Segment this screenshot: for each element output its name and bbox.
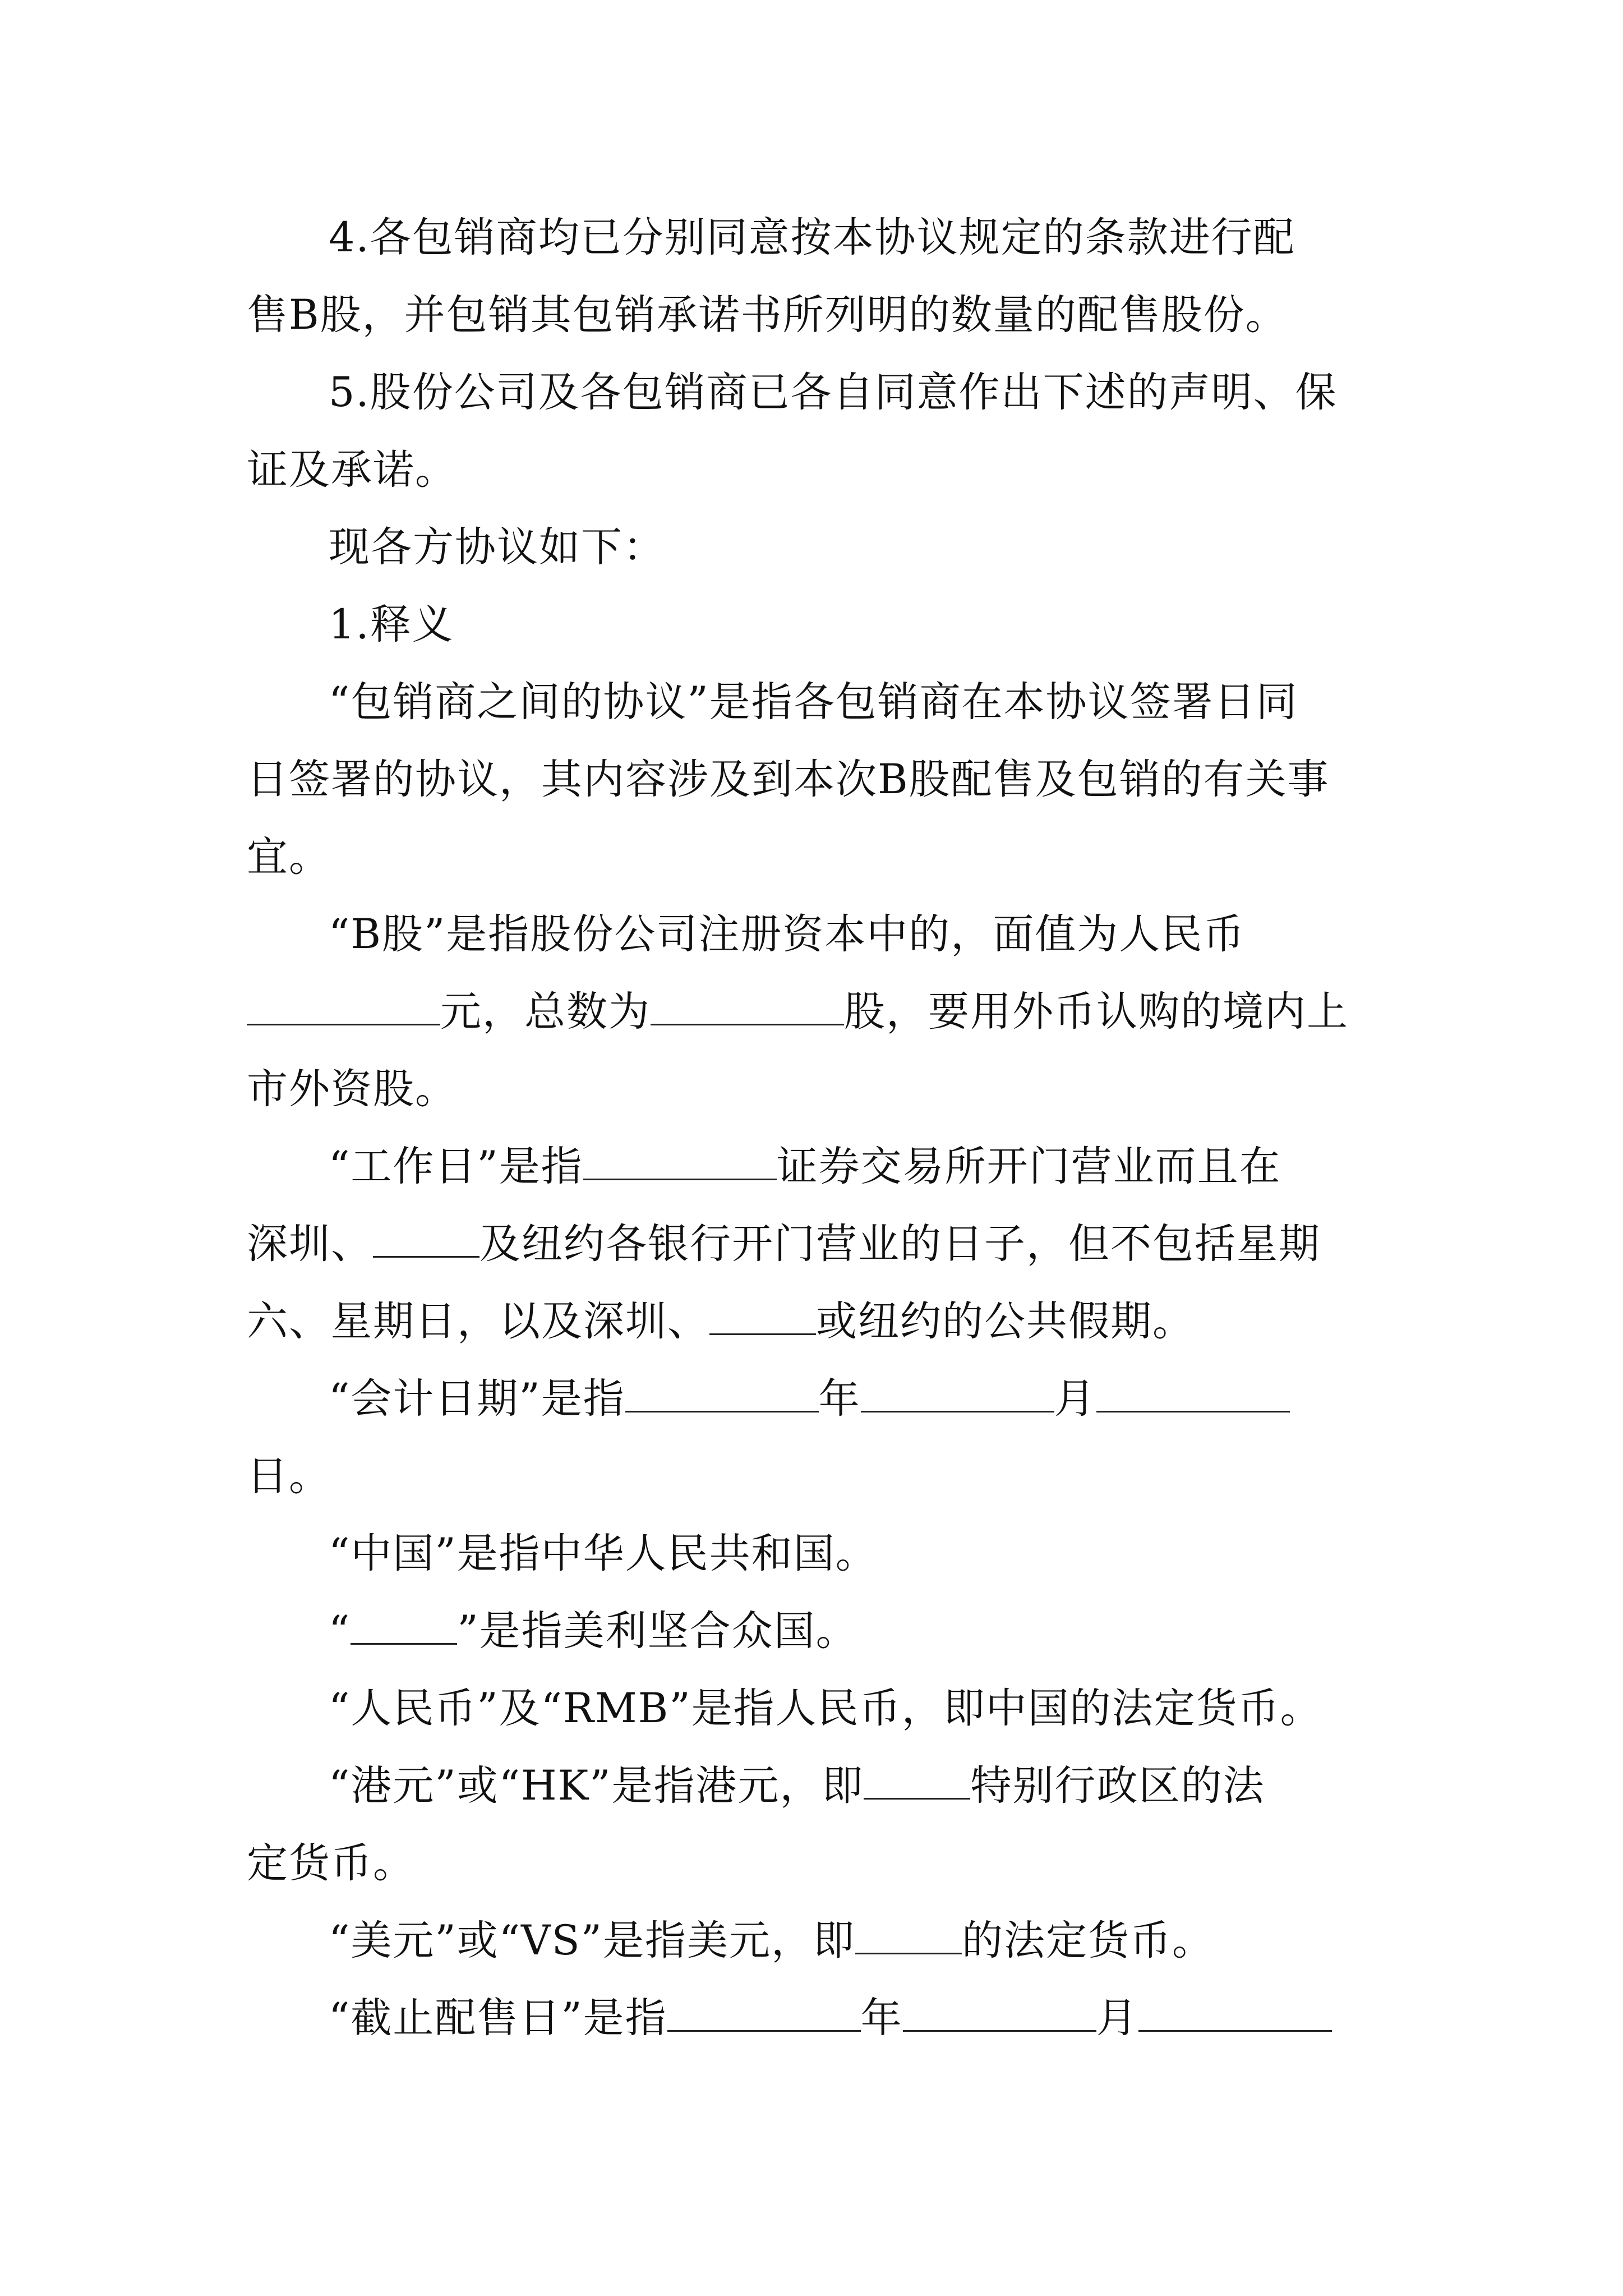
text-fragment: “工作日”是指 xyxy=(329,1143,583,1190)
text-fragment: 及纽约各银行开门营业的日子，但不包括星期 xyxy=(479,1220,1321,1268)
text-line xyxy=(247,1205,1380,1283)
text-line xyxy=(247,1128,1380,1205)
text-line xyxy=(247,1283,1380,1360)
text-fragment: “美元”或“VS”是指美元，即 xyxy=(329,1917,856,1964)
text-fragment: “截止配售日”是指 xyxy=(329,1994,667,2042)
fill-in-blank[interactable] xyxy=(861,1372,1054,1412)
fill-in-blank[interactable] xyxy=(903,1991,1096,2032)
text-line xyxy=(247,1747,1380,1825)
definition-china xyxy=(247,1515,1380,1593)
text-fragment: 证券交易所开门营业而且在 xyxy=(776,1143,1281,1190)
clause-4 xyxy=(247,199,1380,354)
text-fragment: 的法定货币。 xyxy=(962,1917,1215,1964)
clause-5 xyxy=(247,354,1380,509)
text-line: “人民币”及“RMB”是指人民币，即中国的法定货币。 xyxy=(329,1685,1322,1732)
text-fragment: 月 xyxy=(1096,1994,1138,2042)
fill-in-blank[interactable] xyxy=(351,1604,457,1645)
fill-in-blank[interactable] xyxy=(247,985,440,1025)
fill-in-blank[interactable] xyxy=(651,985,844,1025)
fill-in-blank[interactable] xyxy=(583,1140,777,1180)
text-line: 定货币。 xyxy=(247,1839,415,1887)
text-fragment: 深圳、 xyxy=(247,1220,373,1268)
text-line xyxy=(247,973,1380,1051)
text-line: 售B股，并包销其包销承诺书所列明的数量的配售股份。 xyxy=(247,291,1288,339)
document-page xyxy=(247,199,1380,2057)
text-fragment: 月 xyxy=(1054,1375,1096,1423)
definition-accounting-date xyxy=(247,1360,1380,1515)
text-fragment: “港元”或“HK”是指港元，即 xyxy=(329,1762,864,1810)
text-line xyxy=(247,1360,1380,1438)
text-line: 4.各包销商均已分别同意按本协议规定的条款进行配 xyxy=(329,214,1295,261)
text-line: 市外资股。 xyxy=(247,1065,457,1113)
text-fragment: 年 xyxy=(860,1994,903,2042)
text-fragment: 特别行政区的法 xyxy=(970,1762,1265,1810)
text-line: 现各方协议如下： xyxy=(329,523,665,571)
fill-in-blank[interactable] xyxy=(855,1914,962,1954)
text-fragment: 年 xyxy=(818,1375,861,1423)
text-line: “中国”是指中华人民共和国。 xyxy=(329,1530,878,1577)
text-line xyxy=(247,1980,1380,2057)
text-line: 5.股份公司及各包销商已各自同意作出下述的声明、保 xyxy=(329,369,1338,416)
definition-offer-closing-date xyxy=(247,1980,1380,2057)
text-fragment: ”是指美利坚合众国。 xyxy=(457,1607,858,1655)
fill-in-blank[interactable] xyxy=(709,1295,816,1335)
definition-b-shares xyxy=(247,896,1380,1128)
text-line: 证及承诺。 xyxy=(247,446,457,494)
text-line: 宜。 xyxy=(247,833,331,881)
text-line: “包销商之间的协议”是指各包销商在本协议签署日同 xyxy=(329,678,1298,726)
text-line: 1.释义 xyxy=(329,601,454,648)
definition-rmb xyxy=(247,1670,1380,1747)
definition-hkd xyxy=(247,1747,1380,1902)
text-fragment: 六、星期日，以及深圳、 xyxy=(247,1297,709,1345)
fill-in-blank[interactable] xyxy=(625,1372,819,1412)
definition-underwriters-agreement xyxy=(247,664,1380,896)
fill-in-blank[interactable] xyxy=(373,1217,479,1258)
fill-in-blank[interactable] xyxy=(1096,1372,1290,1412)
fill-in-blank[interactable] xyxy=(667,1991,861,2032)
text-fragment: “ xyxy=(329,1607,351,1655)
definition-working-day xyxy=(247,1128,1380,1360)
fill-in-blank[interactable] xyxy=(1138,1991,1332,2032)
fill-in-blank[interactable] xyxy=(864,1759,970,1800)
definition-usd xyxy=(247,1902,1380,1980)
text-line: “B股”是指股份公司注册资本中的，面值为人民币 xyxy=(329,910,1246,958)
definition-usa xyxy=(247,1593,1380,1670)
section-heading-definitions xyxy=(247,586,1380,664)
text-fragment: “会计日期”是指 xyxy=(329,1375,625,1423)
text-line: 日。 xyxy=(247,1452,331,1500)
text-line xyxy=(247,1593,1380,1670)
text-fragment: 或纽约的公共假期。 xyxy=(816,1297,1195,1345)
text-line xyxy=(247,1902,1380,1980)
text-line: 日签署的协议，其内容涉及到本次B股配售及包销的有关事 xyxy=(247,756,1330,803)
text-fragment: 元，总数为 xyxy=(440,988,651,1036)
text-fragment: 股，要用外币认购的境内上 xyxy=(844,988,1349,1036)
agreement-intro xyxy=(247,509,1380,586)
